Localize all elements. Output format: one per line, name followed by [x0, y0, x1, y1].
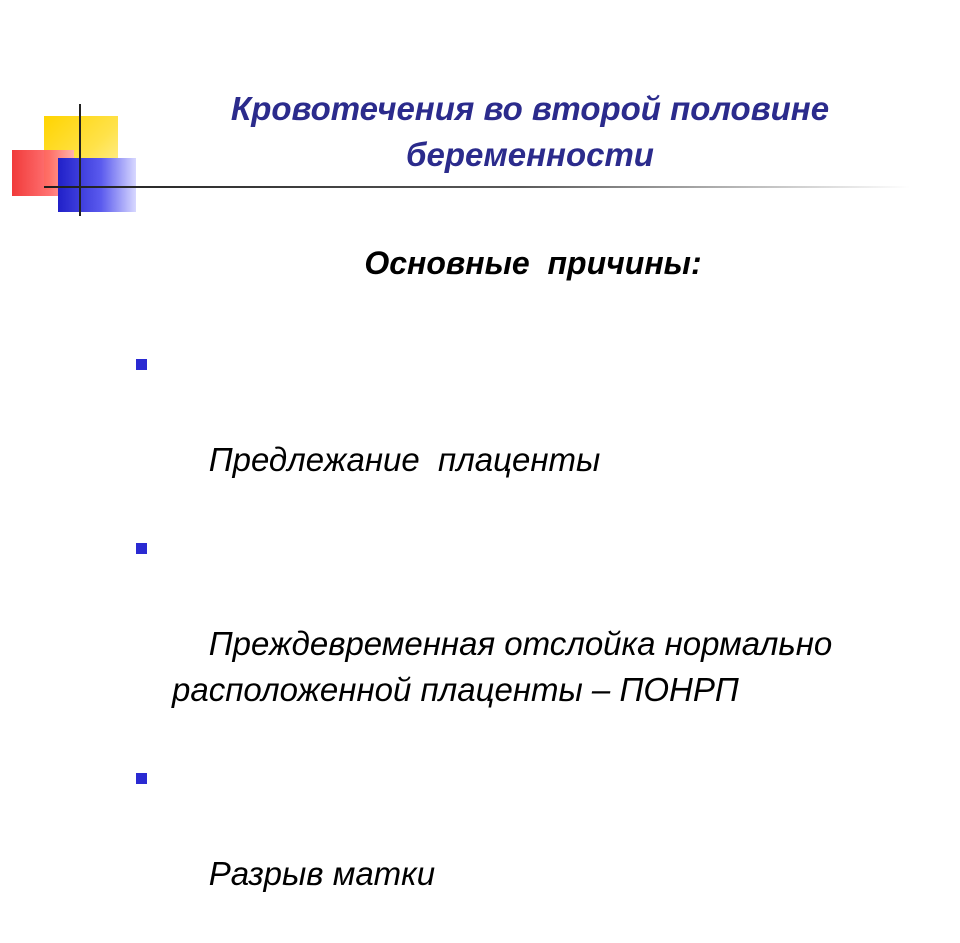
blue-square-decoration [58, 158, 136, 212]
list-item [134, 529, 914, 759]
square-bullet-icon [136, 543, 147, 554]
vertical-divider-line [79, 104, 81, 216]
slide-title-line-2: беременности [406, 136, 654, 173]
slide-title [150, 86, 910, 178]
list-item [134, 345, 914, 529]
slide-title-line-1: Кровотечения во второй половине [230, 90, 830, 127]
square-bullet-icon [136, 359, 147, 370]
list-item-text: Предлежание плаценты [208, 441, 601, 478]
square-bullet-icon [136, 773, 147, 784]
slide-subtitle: Основные причины: [364, 245, 702, 281]
causes-list [134, 345, 914, 943]
list-item-text: Преждевременная отслойка нормально расположенной плаценты – ПОНРП [172, 625, 833, 708]
list-item [134, 759, 914, 943]
list-item-text: Разрыв матки [208, 855, 436, 892]
horizontal-divider-line [44, 186, 910, 188]
